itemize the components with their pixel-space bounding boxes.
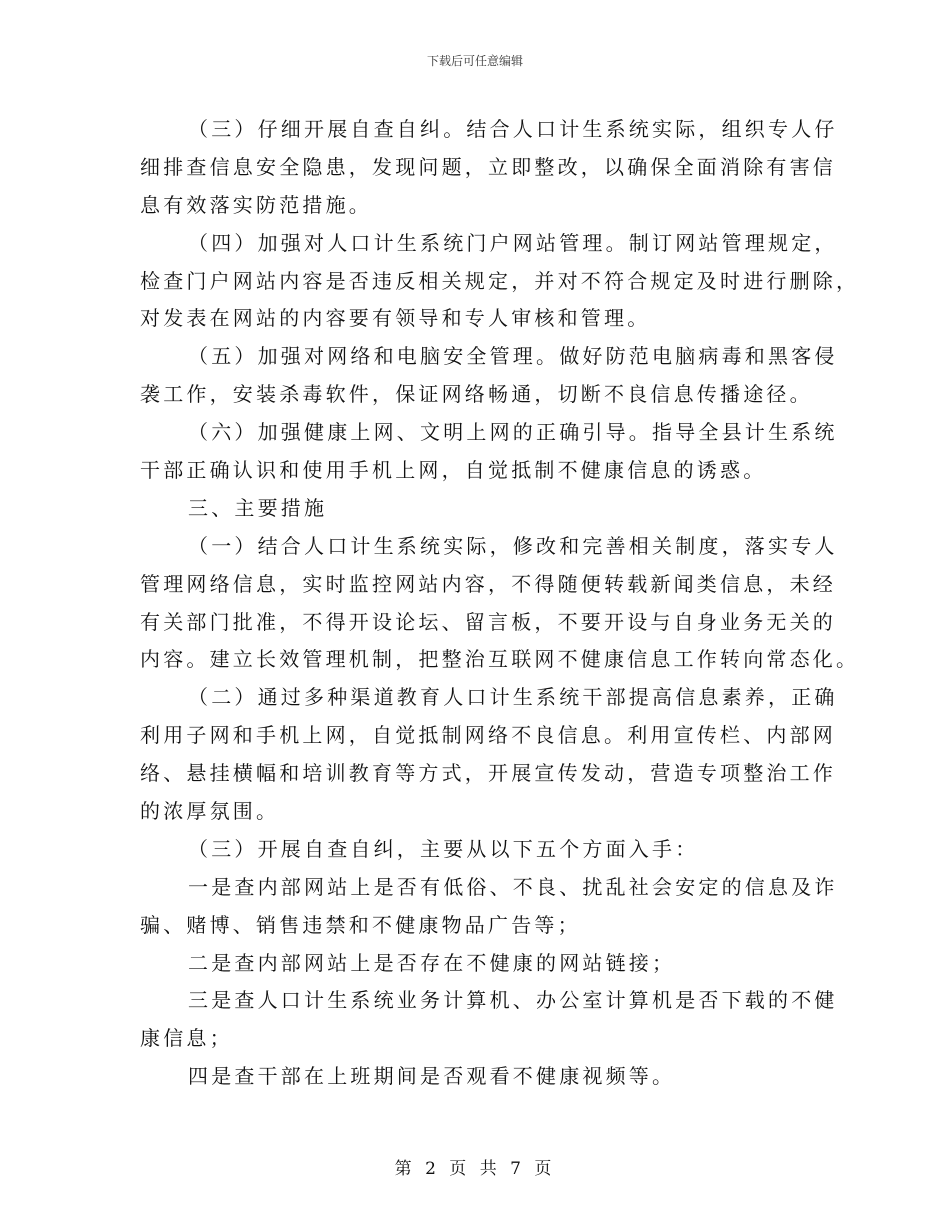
text-line: （五）加强对网络和电脑安全管理。做好防范电脑病毒和黑客侵 (188, 344, 838, 369)
text-line: 息有效落实防范措施。 (140, 192, 372, 217)
text-line: （一）结合人口计生系统实际，修改和完善相关制度，落实专人 (188, 533, 838, 558)
text-line: （四）加强对人口计生系统门户网站管理。制订网站管理规定， (188, 230, 838, 255)
text-line: 内容。建立长效管理机制，把整治互联网不健康信息工作转向常态化。 (140, 647, 860, 672)
text-line: 四是查干部在上班期间是否观看不健康视频等。 (188, 1064, 676, 1089)
text-line: 细排查信息安全隐患，发现问题，立即整改，以确保全面消除有害信 (140, 154, 836, 179)
document-body (140, 111, 860, 1096)
text-line: 有关部门批准，不得开设论坛、留言板，不要开设与自身业务无关的 (140, 609, 836, 634)
text-line: 检查门户网站内容是否违反相关规定，并对不符合规定及时进行删除， (140, 268, 860, 293)
page-number: 第 2 页 共 7 页 (394, 1159, 556, 1179)
text-line: 袭工作，安装杀毒软件，保证网络畅通，切断不良信息传播途径。 (140, 382, 813, 407)
text-line: （三）开展自查自纠，主要从以下五个方面入手： (188, 836, 699, 861)
text-line: 对发表在网站的内容要有领导和专人审核和管理。 (140, 306, 651, 331)
text-line: 干部正确认识和使用手机上网，自觉抵制不健康信息的诱惑。 (140, 458, 767, 483)
page-header-note: 下载后可任意编辑 (426, 54, 523, 68)
text-line: 一是查内部网站上是否有低俗、不良、扰乱社会安定的信息及诈 (188, 874, 838, 899)
text-line: 三是查人口计生系统业务计算机、办公室计算机是否下载的不健 (188, 988, 838, 1013)
text-line: 管理网络信息，实时监控网站内容，不得随便转载新闻类信息，未经 (140, 571, 836, 596)
text-line: 二是查内部网站上是否存在不健康的网站链接； (188, 950, 676, 975)
text-line: 络、悬挂横幅和培训教育等方式，开展宣传发动，营造专项整治工作 (140, 761, 836, 786)
text-line: （三）仔细开展自查自纠。结合人口计生系统实际，组织专人仔 (188, 117, 838, 141)
text-line: （六）加强健康上网、文明上网的正确引导。指导全县计生系统 (188, 420, 838, 445)
section-heading: 三、主要措施 (188, 495, 328, 520)
text-line: （二）通过多种渠道教育人口计生系统干部提高信息素养，正确 (188, 685, 838, 710)
text-line: 康信息； (140, 1026, 233, 1051)
text-line: 利用子网和手机上网，自觉抵制网络不良信息。利用宣传栏、内部网 (140, 723, 836, 748)
text-line: 的浓厚氛围。 (140, 799, 280, 824)
text-line: 骗、赌博、销售违禁和不健康物品广告等； (140, 912, 581, 937)
